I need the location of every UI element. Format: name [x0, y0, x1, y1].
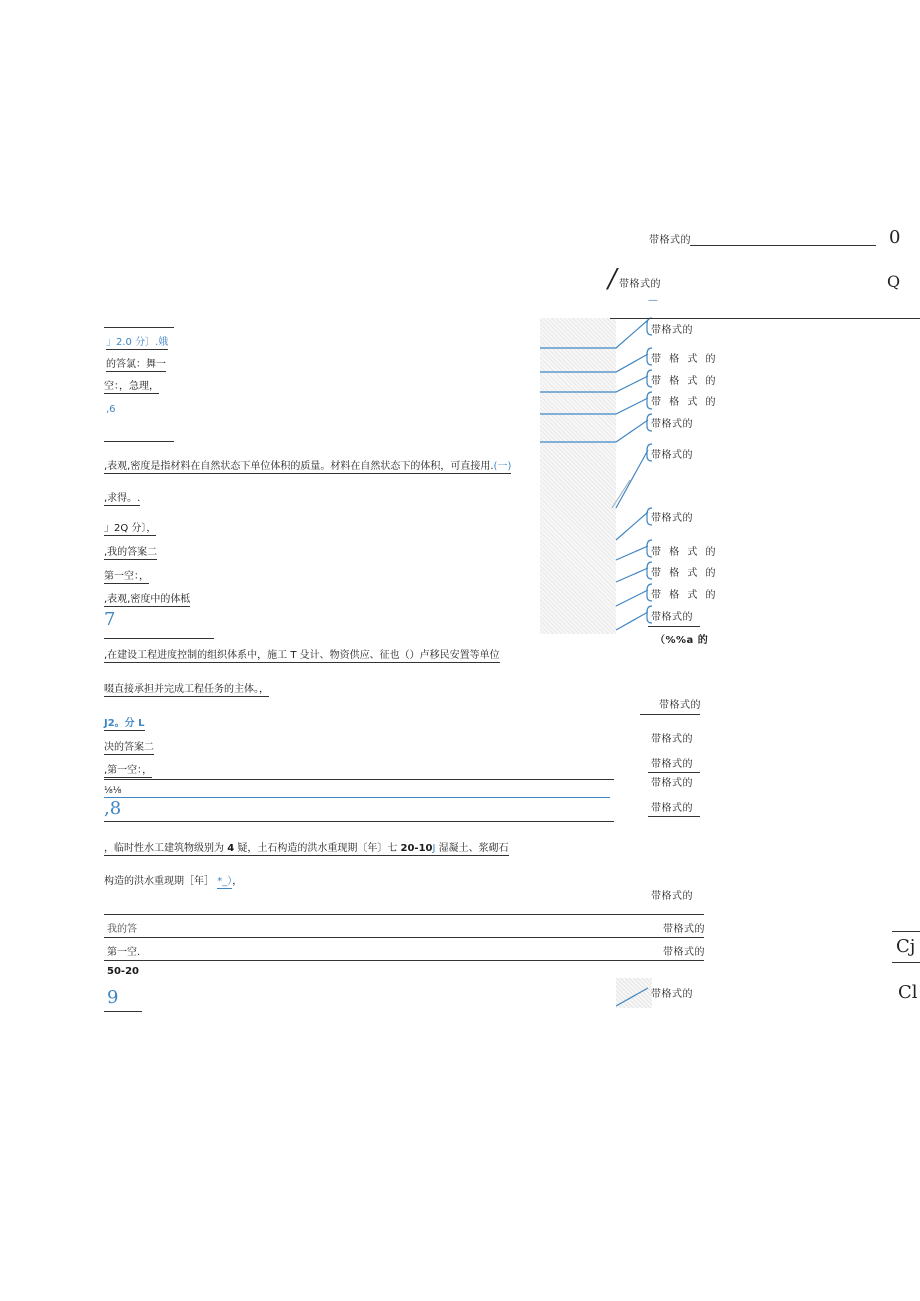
divider	[892, 931, 920, 932]
comment-mark-dash: —	[648, 295, 658, 306]
divider	[690, 245, 876, 246]
comment-label: 带格式的	[663, 924, 705, 935]
divider	[104, 327, 174, 328]
comment-label: 带格式的	[651, 891, 693, 902]
comment-mark-slash: /	[608, 264, 617, 294]
question-stem-cont: ,求得。.	[104, 493, 141, 504]
question-number: ,6	[106, 404, 116, 415]
question-stem: ,表观,密度是指材料在自然状态下单位体积的质量。材料在自然状态下的体积，可直接用.(一)	[104, 461, 512, 472]
divider	[104, 779, 614, 780]
question-stem-cont: 构造的洪水重现期［年］ *_），	[104, 876, 243, 887]
divider	[104, 797, 610, 798]
divider	[648, 772, 700, 773]
answer-blank: 空：，急理，	[104, 381, 159, 392]
comment-label: 带格式的	[651, 803, 693, 814]
answer-blank: 第一空.	[107, 947, 141, 958]
comment-label: 带格式的	[663, 947, 705, 958]
comment-label: 带格式的	[649, 235, 691, 246]
divider	[104, 441, 174, 442]
comment-label: 带格式的	[651, 419, 693, 430]
comment-label: 带格式的	[651, 759, 693, 770]
comment-mark-cl: Cl	[898, 982, 918, 1003]
answer-label: 我的答	[107, 924, 137, 935]
divider	[104, 960, 704, 961]
comment-label: （%%a 的	[655, 635, 709, 646]
divider	[640, 714, 700, 715]
answer-blank: 第一空：，	[104, 571, 149, 582]
comment-label: 带 格 式 的	[651, 376, 719, 387]
question-stem-cont: 啜直接承担并完成工程任务的主体。，	[104, 684, 269, 695]
answer-blank: ,第一空：，	[104, 765, 153, 776]
divider	[104, 821, 614, 822]
comment-mark-o: 0	[889, 227, 901, 248]
divider	[648, 816, 700, 817]
divider	[610, 318, 920, 319]
question-score: 」2.0 分〕.娥	[106, 337, 169, 348]
question-number: 7	[104, 609, 116, 630]
question-number: 9	[107, 987, 119, 1008]
divider	[104, 937, 704, 938]
comment-label: 带格式的	[651, 778, 693, 789]
comment-label: 带 格 式 的	[651, 568, 719, 579]
divider	[104, 914, 704, 915]
comment-label: 带格式的	[619, 279, 661, 290]
comment-label: 带格式的	[651, 612, 693, 623]
question-score: J2。分 L	[104, 718, 145, 729]
comment-mark-q: Q	[887, 272, 901, 291]
answer-label: 决的答案二	[104, 742, 154, 753]
answer-label: ,我的答案二	[104, 547, 158, 558]
comment-label: 带 格 式 的	[651, 397, 719, 408]
answer-value: 50-20	[107, 966, 139, 977]
comment-label: 带格式的	[651, 734, 693, 745]
answer-value: ,表观,密度中的体柢	[104, 594, 191, 605]
answer-label: 的答氯：舞一	[106, 359, 166, 370]
answer-value: ⅛⅛	[104, 786, 122, 796]
divider	[104, 1011, 142, 1012]
question-number: ,8	[104, 798, 122, 819]
question-stem: ，临时性水工建筑物级别为 4 疑，土石构造的洪水重现期〔年〕七 20-10J 湿凝土、浆砌石	[104, 843, 509, 854]
overflow-text	[540, 462, 543, 472]
question-stem: ,在建设工程进度控制的组织体系中，施工 T 殳计、物资供应、征也（）卢移民安置等单位	[104, 650, 500, 661]
question-score: 」2Q 分〕，	[104, 523, 157, 534]
comment-label: 带格式的	[651, 325, 693, 336]
divider	[648, 626, 700, 627]
comment-label: 带格式的	[651, 450, 693, 461]
divider	[104, 638, 214, 639]
comment-label: 带 格 式 的	[651, 590, 719, 601]
comment-mark-cj: Cj	[896, 936, 916, 957]
comment-label: 带格式的	[651, 513, 693, 524]
divider	[892, 962, 920, 963]
comment-label: 带格式的	[659, 700, 701, 711]
comment-label: 带格式的	[651, 989, 693, 1000]
comment-label: 带 格 式 的	[651, 547, 719, 558]
comment-label: 带 格 式 的	[651, 354, 719, 365]
